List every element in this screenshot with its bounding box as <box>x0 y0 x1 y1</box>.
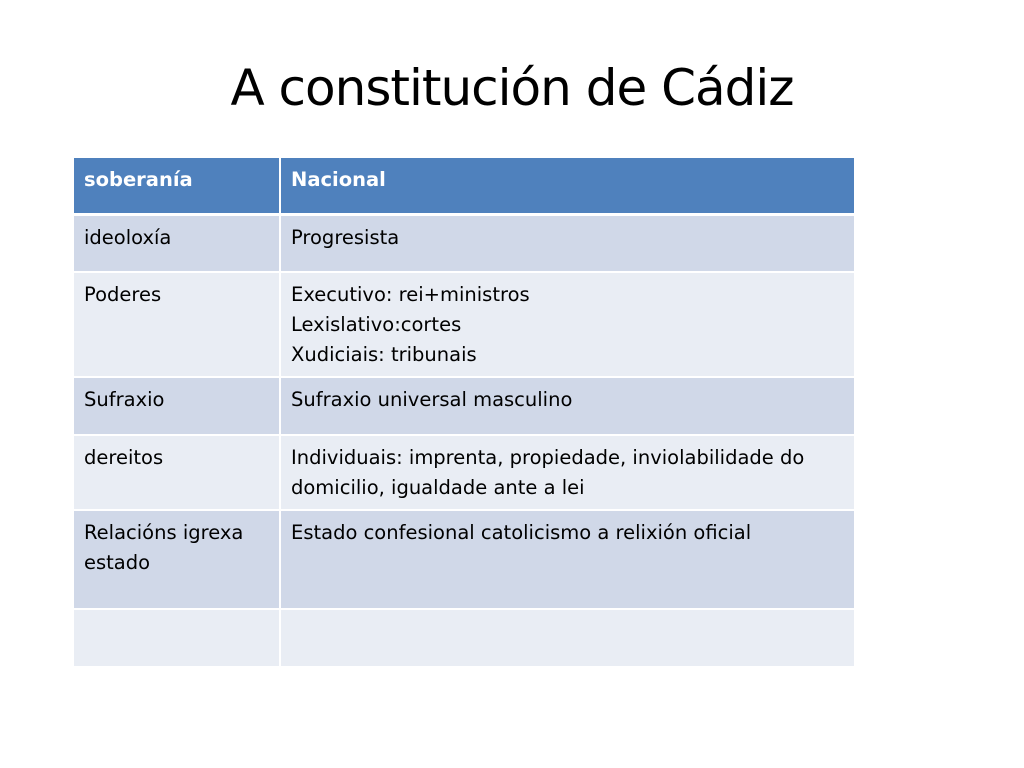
slide-title: A constitución de Cádiz <box>230 59 794 117</box>
header-cell-value: Nacional <box>280 157 855 214</box>
row-value <box>280 435 855 510</box>
row-value <box>280 510 855 609</box>
table-row <box>73 609 855 667</box>
row-value-line: Executivo: rei+ministros <box>291 283 530 306</box>
row-value-line: Progresista <box>291 225 400 249</box>
constitution-table <box>72 156 856 668</box>
row-value-line: Estado confesional catolicismo a relixión oficial <box>291 521 752 544</box>
row-label: dereitos <box>73 435 280 510</box>
table-header-row <box>73 157 855 214</box>
row-value-line: Xudiciais: tribunais <box>291 343 477 366</box>
row-value-line: Sufraxio universal masculino <box>291 388 573 411</box>
row-value <box>280 272 855 377</box>
table-row <box>73 272 855 377</box>
row-value <box>280 214 855 272</box>
row-label: Sufraxio <box>73 377 280 435</box>
row-value <box>280 377 855 435</box>
table-row <box>73 435 855 510</box>
table-row <box>73 377 855 435</box>
row-label: Poderes <box>73 272 280 377</box>
row-label <box>73 609 280 667</box>
table-row <box>73 510 855 609</box>
row-label: Relacións igrexa estado <box>73 510 280 609</box>
row-value <box>280 609 855 667</box>
header-cell-label: soberanía <box>73 157 280 214</box>
row-value-line: Lexislativo:cortes <box>291 313 462 336</box>
row-value-line: Individuais: imprenta, propiedade, inviolabilidade do domicilio, igualdade ante a lei <box>291 446 805 499</box>
row-label: ideoloxía <box>73 214 280 272</box>
table-row <box>73 214 855 272</box>
